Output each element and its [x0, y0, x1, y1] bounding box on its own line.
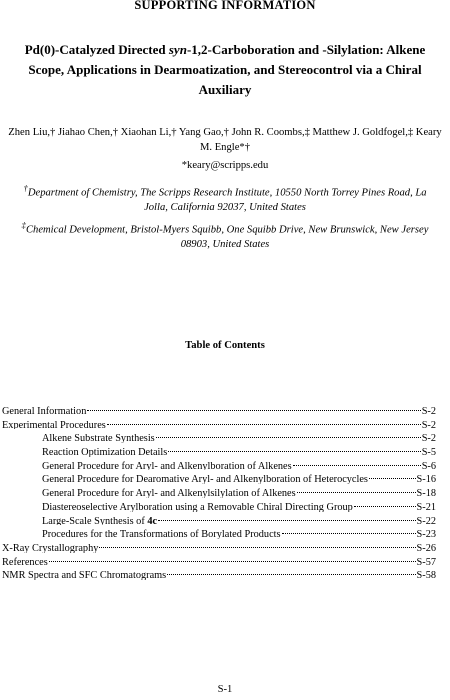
toc-entry-alkene-substrate-synthesis[interactable] [2, 429, 436, 443]
toc-entry-page: S-23 [416, 529, 436, 539]
table-of-contents [2, 402, 436, 580]
toc-entry-large-scale-synthesis[interactable] [2, 512, 436, 526]
toc-leader-dots [167, 566, 415, 575]
toc-entry-page: S-16 [416, 474, 436, 485]
toc-entry-label: General Procedure for Aryl- and Alkenylsilylation of Alkenes [42, 488, 296, 498]
affiliation-2-text: Chemical Development, Bristol-Myers Squibb, One Squibb Drive, New Brunswick, New Jersey 08903, United States [25, 224, 429, 251]
toc-leader-dots [107, 416, 421, 425]
toc-leader-dots [293, 457, 421, 466]
toc-entry-label: General Procedure for Aryl- and Alkenylboration of Alkenes [42, 460, 292, 471]
toc-entry-experimental-procedures[interactable] [2, 416, 436, 430]
toc-entry-label: X-Ray Crystallography [2, 542, 99, 553]
toc-entry-label [42, 516, 157, 526]
toc-leader-dots [297, 484, 416, 493]
toc-leader-dots [156, 429, 421, 438]
toc-entry-diastereoselective-arylboration[interactable] [2, 498, 436, 512]
toc-entry-label: NMR Spectra and SFC Chromatograms [2, 570, 167, 580]
toc-entry-references[interactable] [2, 553, 436, 567]
toc-entry-page: S-2 [421, 406, 436, 416]
authors-line-1: Zhen Liu,† Jiahao Chen,† Xiaohan Li,† Yang Gao,† John R. Coombs,‡ Matthew J. Goldfogel,‡ Keary [8, 127, 442, 138]
toc-leader-dots [168, 443, 420, 452]
toc-entry-page: S-6 [421, 460, 436, 471]
toc-entry-transformations[interactable] [2, 525, 436, 539]
author-list [8, 125, 442, 155]
toc-entry-page: S-21 [416, 501, 436, 512]
corresponding-email[interactable]: *keary@scripps.edu [181, 160, 269, 171]
paper-title-line-3: Auxiliary [198, 82, 252, 97]
compound-number: 4c [147, 515, 158, 526]
affiliation-bms [14, 218, 436, 253]
toc-entry-xray-crystallography[interactable] [2, 539, 436, 553]
toc-leader-dots [49, 553, 416, 562]
toc-entry-page: S-2 [421, 419, 436, 430]
toc-entry-arylboration-alkenes[interactable] [2, 457, 436, 471]
toc-leader-dots [99, 539, 415, 548]
toc-leader-dots [369, 470, 416, 479]
affiliation-2-mark: ‡ [21, 220, 26, 230]
toc-entry-nmr-spectra[interactable] [2, 566, 436, 580]
affiliation-scripps [14, 181, 436, 216]
toc-entry-page: S-58 [416, 570, 436, 580]
paper-title [14, 40, 436, 100]
authors-line-2: M. Engle*† [199, 142, 251, 153]
toc-leader-dots [354, 498, 416, 507]
toc-entry-label: Experimental Procedures [2, 419, 106, 430]
toc-entry-page: S-18 [416, 488, 436, 498]
toc-entry-page: S-2 [421, 433, 436, 444]
toc-entry-label-pre: Large-Scale Synthesis of [42, 515, 148, 526]
toc-entry-page: S-22 [416, 515, 436, 526]
toc-entry-page: S-5 [421, 447, 436, 457]
toc-entry-label: Alkene Substrate Synthesis [42, 433, 155, 444]
toc-entry-general-information[interactable] [2, 402, 436, 416]
toc-entry-page: S-26 [416, 542, 436, 553]
toc-entry-page: S-57 [416, 556, 436, 567]
toc-entry-label: Diastereoselective Arylboration using a Removable Chiral Directing Group [42, 501, 353, 512]
title-line-1-post: -1,2-Carboboration and -Silylation: Alkene [186, 42, 426, 57]
title-line-1-pre: Pd(0)-Catalyzed Directed [24, 42, 169, 57]
supporting-information-header: SUPPORTING INFORMATION [134, 0, 316, 12]
toc-entry-arylsilylation-alkenes[interactable] [2, 484, 436, 498]
affiliation-1-mark: † [23, 183, 28, 193]
toc-entry-dearomative-arylboration[interactable] [2, 470, 436, 484]
toc-leader-dots [282, 525, 416, 534]
title-line-1-italic: syn [168, 42, 187, 57]
paper-title-line-2: Scope, Applications in Dearmoatization, and Stereocontrol via a Chiral [28, 62, 422, 77]
toc-leader-dots [87, 402, 420, 411]
toc-leader-dots [158, 512, 416, 521]
toc-entry-label: References [2, 556, 48, 567]
page-number: S-1 [217, 684, 233, 695]
paper-title-line-1 [14, 40, 436, 60]
toc-entry-label: General Procedure for Dearomative Aryl- and Alkenylboration of Heterocycles [42, 474, 368, 485]
toc-heading: Table of Contents [185, 340, 265, 351]
toc-entry-label: General Information [2, 406, 87, 416]
toc-entry-label: Reaction Optimization Details [42, 447, 168, 457]
toc-entry-label: Procedures for the Transformations of Borylated Products [42, 529, 281, 539]
affiliation-1-text: Department of Chemistry, The Scripps Research Institute, 10550 North Torrey Pines Road, La Jolla, California 92037, United States [27, 187, 427, 214]
toc-entry-reaction-optimization[interactable] [2, 443, 436, 457]
